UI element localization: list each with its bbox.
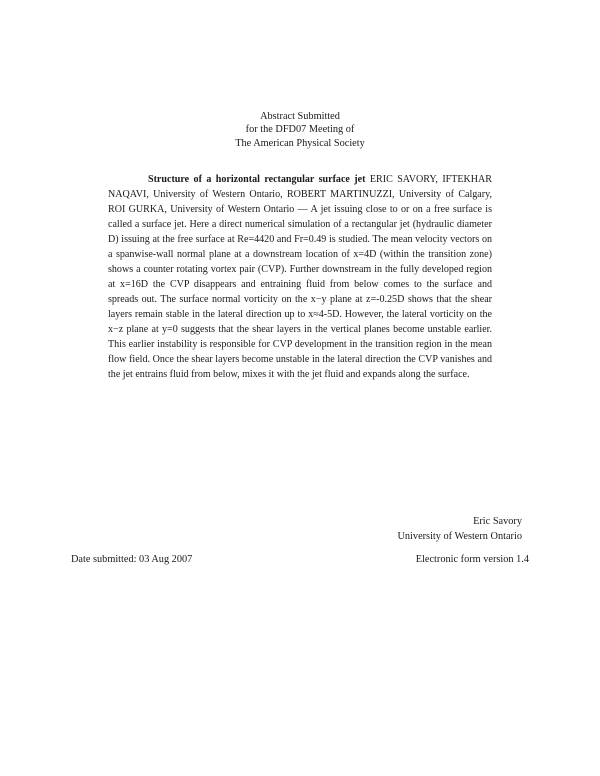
- signature-name: Eric Savory: [473, 516, 522, 527]
- date-submitted: Date submitted: 03 Aug 2007: [71, 554, 193, 565]
- abstract-authors: ERIC SAVORY, IFTEKHAR NAQAVI, University of Western Ontario, ROBERT MARTINUZZI, University of Calgary, ROI GURKA, University of Western Ontario: [108, 174, 492, 215]
- signature-affiliation: University of Western Ontario: [397, 531, 522, 542]
- header-line-society: The American Physical Society: [235, 137, 365, 149]
- header-line-abstract-submitted: Abstract Submitted: [260, 111, 340, 122]
- header-line-meeting: for the DFD07 Meeting of: [245, 124, 355, 136]
- submission-header: [0, 110, 600, 150]
- abstract-separator: —: [294, 204, 311, 215]
- abstract-body: A jet issuing close to or on a free surface is called a surface jet. Here a direct numerical simulation of a rectangular jet (hydraulic diameter D) issuing at the free surface at Re=4420 and Fr=0.49 is studied. The mean velocity vectors on a spanwise-wall normal plane at a downstream location of x=4D (within the transition zone) shows a counter rotating vortex pair (CVP). Further downstream in the fully developed region at x=16D the CVP disappears and entraining fluid from below comes to the surface and spreads out. The surface normal vorticity on the x−y plane at z=-0.25D shows that the shear layers remain stable in the lateral direction up to x≈4-5D. However, the lateral vorticity on the x−z plane at y=0 suggests that the shear layers in the vertical planes become unstable earlier. This earlier instability is responsible for CVP development in the transition region in the mean flow field. Once the shear layers become unstable in the lateral direction the CVP vanishes and the jet entrains fluid from below, mixes it with the jet fluid and expands along the surface.: [108, 204, 492, 380]
- abstract-paragraph: [108, 172, 492, 382]
- signature-block: [397, 514, 522, 544]
- form-version: Electronic form version 1.4: [415, 554, 529, 565]
- abstract-title: Structure of a horizontal rectangular surface jet: [148, 174, 366, 185]
